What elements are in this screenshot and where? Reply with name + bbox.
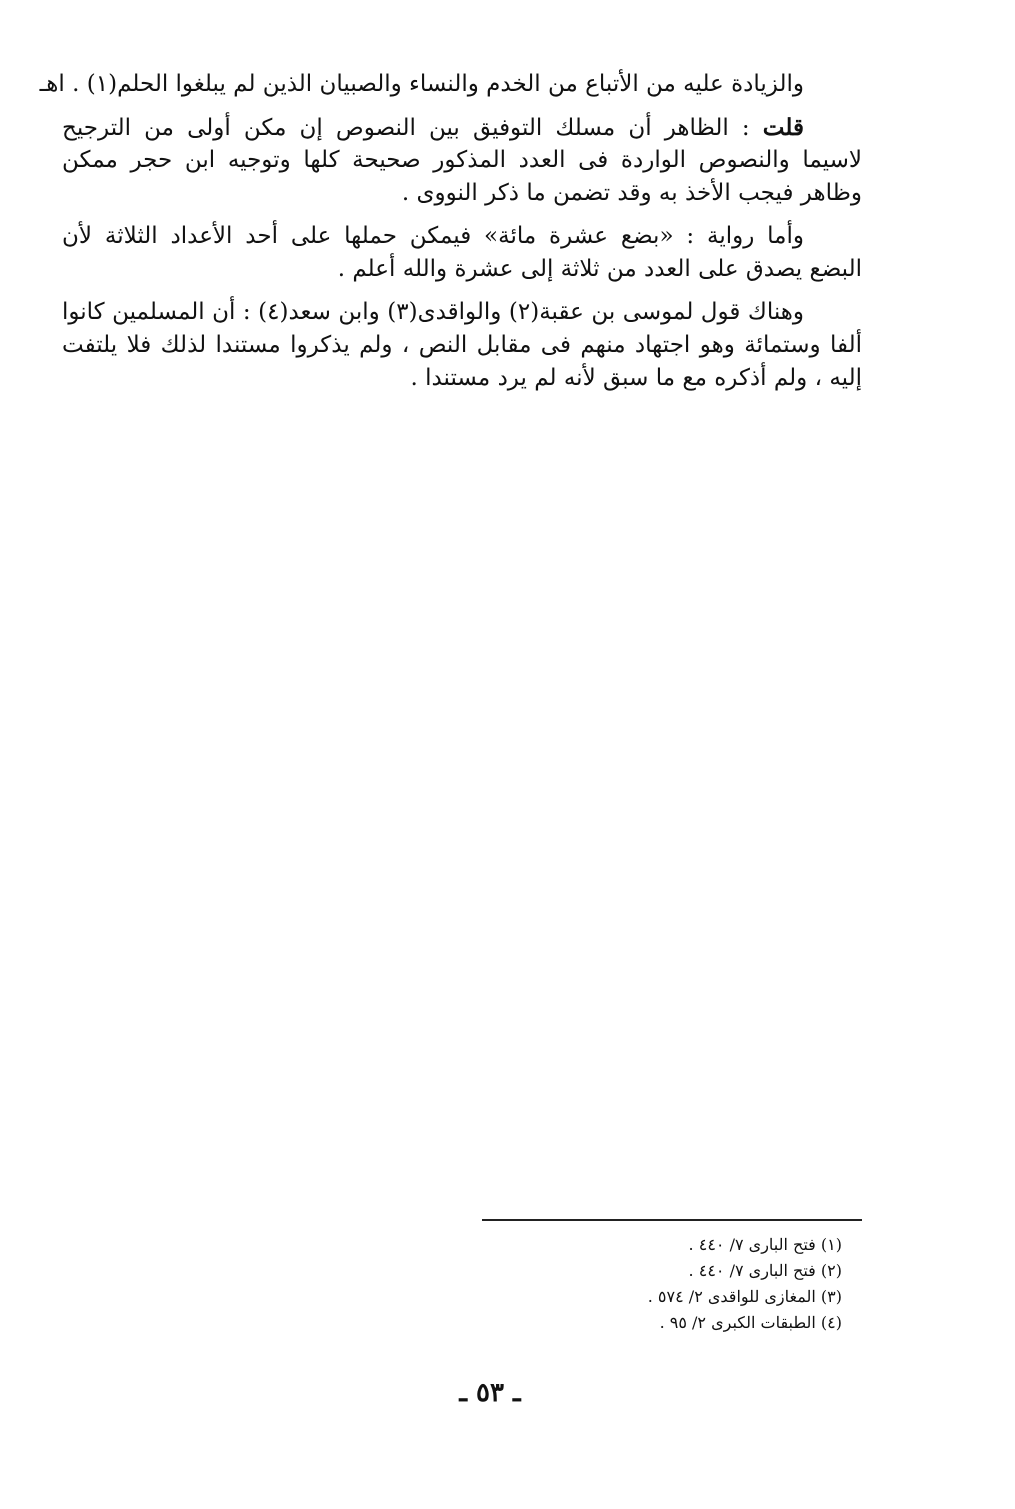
main-text xyxy=(39,68,862,395)
paragraph-4-line-1: وهناك قول لموسى بن عقبة(٢) والواقدى(٣) وابن سعد(٤) : أن المسلمين كانوا xyxy=(62,299,805,325)
paragraph-2-line-3: وظاهر فيجب الأخذ به وقد تضمن ما ذكر النووى . xyxy=(401,180,862,206)
paragraph-gap xyxy=(62,101,862,111)
footnotes xyxy=(480,1232,842,1336)
page-number: ـ ٥٣ ـ xyxy=(459,1378,521,1408)
paragraph-2-line-1-text: : الظاهر أن مسلك التوفيق بين النصوص إن مكن أولى من الترجيح xyxy=(62,115,763,141)
paragraph-gap xyxy=(62,286,862,296)
paragraph-1-line-1: والزيادة عليه من الأتباع من الخدم والنساء والصبيان الذين لم يبلغوا الحلم(١) . اهـ xyxy=(39,71,804,97)
footnote-1: (١) فتح البارى ٧/ ٤٤٠ . xyxy=(688,1235,842,1254)
paragraph-3-line-2: البضع يصدق على العدد من ثلاثة إلى عشرة والله أعلم . xyxy=(337,256,862,282)
paragraph-4-line-2: ألفا وستمائة وهو اجتهاد منهم فى مقابل النص ، ولم يذكروا مستندا لذلك فلا يلتفت xyxy=(62,332,862,358)
qultu-lead-word: قلت xyxy=(762,114,804,141)
paragraph-gap xyxy=(62,210,862,220)
paragraph-2-line-1 xyxy=(62,111,862,144)
paragraph-3-line-1: وأما رواية : «بضع عشرة مائة» فيمكن حملها على أحد الأعداد الثلاثة لأن xyxy=(62,223,804,249)
footnote-3: (٣) المغازى للواقدى ٢/ ٥٧٤ . xyxy=(647,1287,842,1306)
paragraph-4-line-3: إليه ، ولم أذكره مع ما سبق لأنه لم يرد مستندا . xyxy=(410,365,862,391)
footnote-divider xyxy=(482,1219,862,1221)
footnote-2: (٢) فتح البارى ٧/ ٤٤٠ . xyxy=(688,1261,842,1280)
footnote-4: (٤) الطبقات الكبرى ٢/ ٩٥ . xyxy=(659,1313,842,1332)
paragraph-2-line-2: لاسيما والنصوص الواردة فى العدد المذكور صحيحة كلها وتوجيه ابن حجر ممكن xyxy=(62,147,862,173)
